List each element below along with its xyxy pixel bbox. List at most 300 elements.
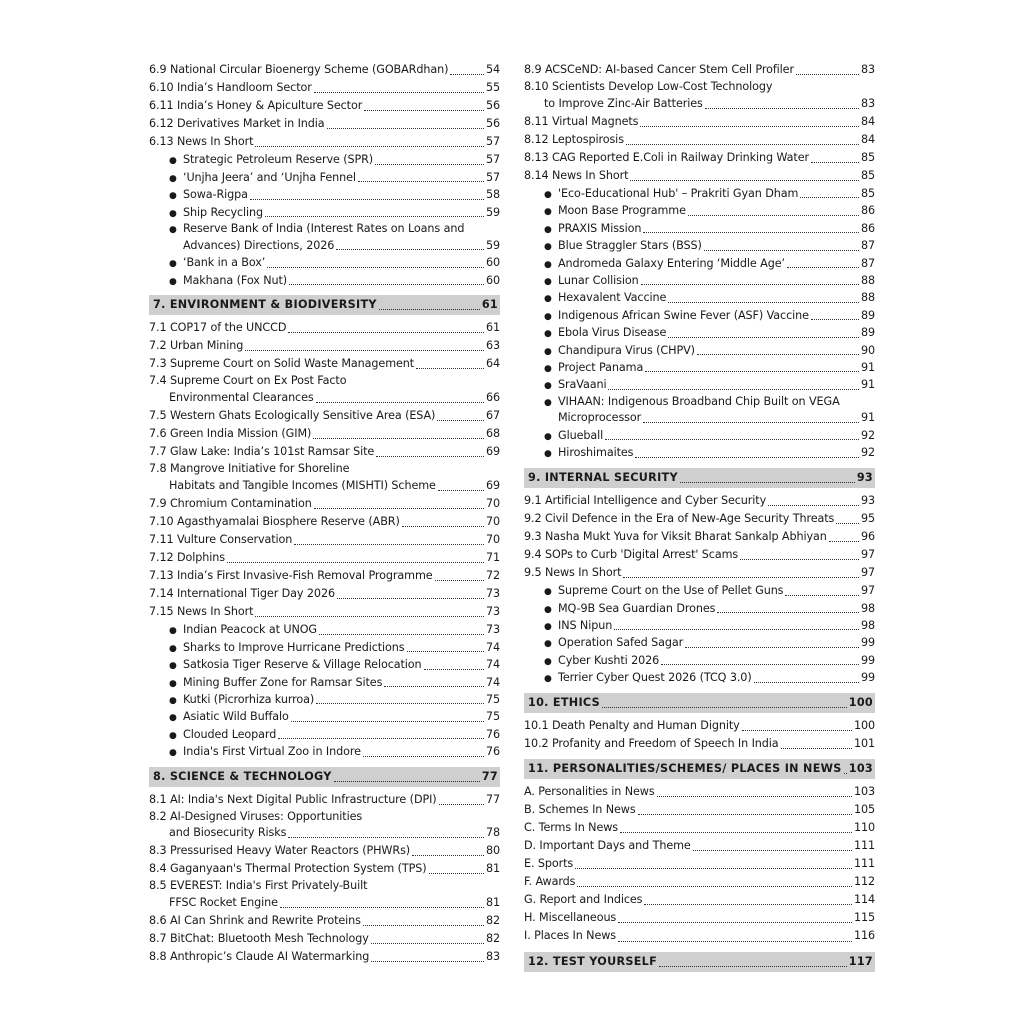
toc-entry-continued: [149, 895, 500, 912]
entry-title: 7.9 Chromium Contamination: [149, 496, 312, 510]
toc-entry: [149, 531, 500, 549]
entry-title: E. Sports: [524, 857, 574, 871]
entry-title: Hexavalent Vaccine: [558, 291, 667, 305]
toc-subentry: [524, 237, 875, 254]
page-number: 114: [853, 893, 875, 907]
toc-subentry: [149, 169, 500, 186]
toc-entry: [149, 791, 500, 809]
page-number: 70: [485, 514, 500, 528]
entry-title: I. Places In News: [524, 929, 617, 943]
entry-title: 8.8 Anthropic’s Claude AI Watermarking: [149, 950, 370, 964]
dot-leader: [364, 110, 484, 111]
bullet-icon: ●: [544, 242, 552, 253]
entry-title: India's First Virtual Zoo in Indore: [183, 745, 361, 759]
entry-title: 7.10 Agasthyamalai Biosphere Reserve (ABR): [149, 514, 400, 528]
bullet-icon: ●: [544, 639, 552, 650]
dot-leader: [717, 612, 859, 613]
page-number: 85: [860, 168, 875, 182]
toc-entry: [149, 373, 500, 390]
toc-entry: [149, 878, 500, 895]
entry-title: Lunar Collision: [558, 274, 639, 288]
page-number: 87: [860, 256, 875, 270]
entry-title: 7.2 Urban Mining: [149, 339, 244, 353]
page-number: 85: [860, 187, 875, 201]
dot-leader: [227, 562, 484, 563]
page-number: 76: [485, 745, 500, 759]
entry-title: 8.4 Gaganyaan's Thermal Protection System (TPS): [149, 862, 427, 876]
dot-leader: [705, 108, 859, 109]
dot-leader: [796, 74, 859, 75]
toc-entry: [149, 461, 500, 478]
page-number: 56: [485, 99, 500, 113]
page-number: 98: [860, 601, 875, 615]
toc-subentry: [524, 307, 875, 324]
bullet-icon: ●: [544, 397, 552, 408]
dot-leader: [402, 526, 484, 527]
dot-leader: [278, 738, 484, 739]
page-number: 81: [485, 862, 500, 876]
bullet-icon: ●: [169, 173, 177, 184]
toc-subentry: [524, 634, 875, 651]
page-number: 75: [485, 710, 500, 724]
entry-title: 7.1 COP17 of the UNCCD: [149, 321, 287, 334]
dot-leader: [638, 814, 852, 815]
dot-leader: [659, 966, 847, 967]
entry-title: 11. PERSONALITIES/SCHEMES/ PLACES IN NEWS: [528, 761, 842, 775]
bullet-icon: ●: [169, 208, 177, 219]
page-number: 99: [860, 636, 875, 650]
entry-title: B. Schemes In News: [524, 802, 636, 816]
entry-title: Moon Base Programme: [558, 204, 686, 218]
toc-entry-continued: [524, 96, 875, 113]
toc-subentry: [524, 427, 875, 444]
bullet-icon: ●: [544, 224, 552, 235]
toc-subentry: [149, 254, 500, 271]
toc-entry: [524, 149, 875, 167]
toc-entry: [149, 948, 500, 966]
bullet-icon: ●: [169, 276, 177, 287]
dot-leader: [363, 756, 484, 757]
page-number: 70: [485, 496, 500, 510]
page-number: 101: [853, 736, 875, 750]
toc-entry: [149, 115, 500, 133]
bullet-icon: ●: [544, 381, 552, 392]
toc-entry: [149, 809, 500, 826]
bullet-icon: ●: [544, 259, 552, 270]
entry-title: 10.1 Death Penalty and Human Dignity: [524, 718, 740, 732]
page-number: 105: [853, 802, 875, 816]
entry-title: Reserve Bank of India (Interest Rates on Loans and: [183, 222, 465, 236]
bullet-icon: ●: [169, 678, 177, 689]
entry-title: 7.13 India’s First Invasive-Fish Removal Programme: [149, 569, 433, 583]
dot-leader: [416, 368, 484, 369]
entry-title: 8.2 AI-Designed Viruses: Opportunities: [149, 809, 363, 823]
entry-title: 10.2 Profanity and Freedom of Speech In India: [524, 736, 779, 750]
entry-title: 8.10 Scientists Develop Low-Cost Technology: [524, 80, 773, 94]
toc-entry: [149, 495, 500, 513]
dot-leader: [291, 721, 484, 722]
page-number: 61: [485, 321, 500, 334]
dot-leader: [265, 216, 484, 217]
page-number: 68: [485, 426, 500, 440]
bullet-icon: ●: [169, 643, 177, 654]
entry-title: Ebola Virus Disease: [558, 326, 667, 340]
dot-leader: [424, 669, 484, 670]
toc-subentry: [149, 743, 500, 760]
toc-subentry-continued: [149, 238, 500, 255]
page-number: 85: [860, 150, 875, 164]
entry-title: Sharks to Improve Hurricane Predictions: [183, 640, 405, 654]
page-number: 89: [860, 308, 875, 322]
toc-entry: [524, 717, 875, 735]
page-number: 73: [485, 587, 500, 601]
entry-title: 12. TEST YOURSELF: [528, 954, 658, 968]
toc-subentry: [524, 444, 875, 461]
toc-subentry: [524, 289, 875, 306]
dot-leader: [439, 804, 484, 805]
page-number: 59: [485, 238, 500, 252]
entry-title: 7.5 Western Ghats Ecologically Sensitive Area (ESA): [149, 408, 436, 422]
bullet-icon: ●: [544, 656, 552, 667]
entry-title: 10. ETHICS: [528, 695, 600, 709]
toc-entry: [149, 355, 500, 373]
toc-entry: [149, 930, 500, 948]
entry-title: 8.3 Pressurised Heavy Water Reactors (PHWRs): [149, 844, 411, 858]
dot-leader: [608, 389, 859, 390]
toc-entry: [149, 603, 500, 621]
entry-title: 8.9 ACSCeND: AI-based Cancer Stem Cell Profiler: [524, 63, 794, 76]
dot-leader: [630, 180, 859, 181]
dot-leader: [618, 922, 852, 923]
toc-entry: [149, 97, 500, 115]
dot-leader: [363, 925, 484, 926]
toc-subentry: [149, 691, 500, 708]
toc-subentry: [149, 621, 500, 638]
dot-leader: [693, 850, 852, 851]
page-number: 95: [860, 511, 875, 525]
page-number: 110: [853, 820, 875, 834]
page-number: 98: [860, 618, 875, 632]
dot-leader: [371, 961, 484, 962]
toc-entry: [524, 492, 875, 510]
page-number: 93: [860, 493, 875, 507]
page-number: 61: [481, 298, 498, 311]
entry-title: 8.7 BitChat: Bluetooth Mesh Technology: [149, 932, 369, 946]
toc-entry: [524, 131, 875, 149]
bullet-icon: ●: [169, 225, 177, 236]
dot-leader: [602, 707, 847, 708]
page-number: 112: [853, 875, 875, 889]
entry-title: G. Report and Indices: [524, 893, 643, 907]
dot-leader: [742, 730, 852, 731]
toc-entry: [149, 61, 500, 79]
page-number: 99: [860, 671, 875, 685]
page-number: 55: [485, 81, 500, 95]
dot-leader: [375, 164, 484, 165]
toc-subentry: [149, 221, 500, 238]
toc-entry: [149, 79, 500, 97]
entry-title: 'Eco-Educational Hub' – Prakriti Gyan Dham: [558, 187, 799, 201]
page-number: 80: [485, 844, 500, 858]
dot-leader: [255, 146, 484, 147]
toc-column-left: [149, 61, 500, 966]
dot-leader: [641, 284, 859, 285]
page-number: 89: [860, 326, 875, 340]
dot-leader: [288, 837, 484, 838]
entry-title: 9.1 Artificial Intelligence and Cyber Security: [524, 493, 767, 507]
entry-title: PRAXIS Mission: [558, 221, 642, 235]
entry-title: Indian Peacock at UNOG: [183, 623, 317, 637]
dot-leader: [668, 337, 859, 338]
dot-leader: [450, 74, 484, 75]
entry-title: 9.5 News In Short: [524, 566, 622, 580]
toc-subentry-continued: [524, 410, 875, 427]
bullet-icon: ●: [544, 207, 552, 218]
dot-leader: [245, 350, 484, 351]
entry-title: 7.8 Mangrove Initiative for Shoreline: [149, 462, 350, 476]
page-number: 83: [860, 63, 875, 76]
entry-title: Clouded Leopard: [183, 727, 277, 741]
dot-leader: [704, 250, 859, 251]
entry-title: Environmental Clearances: [169, 391, 314, 405]
page-number: 56: [485, 117, 500, 131]
entry-title: Makhana (Fox Nut): [183, 273, 288, 287]
bullet-icon: ●: [544, 621, 552, 632]
dot-leader: [614, 629, 859, 630]
page-number: 73: [485, 623, 500, 637]
entry-title: 9.2 Civil Defence in the Era of New-Age Security Threats: [524, 511, 835, 525]
entry-title: 9. INTERNAL SECURITY: [528, 470, 678, 484]
entry-title: 6.11 India’s Honey & Apiculture Sector: [149, 99, 363, 113]
entry-title: 8.13 CAG Reported E.Coli in Railway Drinking Water: [524, 150, 809, 164]
page-number: 82: [485, 932, 500, 946]
entry-title: H. Miscellaneous: [524, 911, 617, 925]
entry-title: ‘Unjha Jeera’ and ‘Unjha Fennel: [183, 170, 356, 184]
section-heading: [524, 759, 875, 779]
entry-title: 7.7 Glaw Lake: India’s 101st Ramsar Site: [149, 445, 375, 459]
toc-subentry: [524, 669, 875, 686]
dot-leader: [844, 773, 847, 774]
page-number: 100: [848, 695, 873, 709]
entry-title: 7.4 Supreme Court on Ex Post Facto: [149, 374, 347, 388]
entry-title: Supreme Court on the Use of Pellet Guns: [558, 584, 784, 598]
entry-title: to Improve Zinc-Air Batteries: [544, 96, 703, 110]
dot-leader: [618, 941, 852, 942]
page-number: 92: [860, 446, 875, 460]
dot-leader: [740, 559, 859, 560]
dot-leader: [811, 162, 859, 163]
dot-leader: [316, 703, 484, 704]
page-number: 81: [485, 896, 500, 910]
dot-leader: [435, 580, 484, 581]
entry-title: Habitats and Tangible Incomes (MISHTI) Scheme: [169, 478, 436, 492]
toc-entry: [149, 912, 500, 930]
page-number: 73: [485, 605, 500, 619]
dot-leader: [685, 647, 859, 648]
dot-leader: [319, 634, 484, 635]
bullet-icon: ●: [169, 626, 177, 637]
page-number: 97: [860, 566, 875, 580]
page-number: 88: [860, 274, 875, 288]
dot-leader: [785, 595, 859, 596]
dot-leader: [358, 181, 484, 182]
toc-entry: [524, 783, 875, 801]
page-number: 54: [485, 63, 500, 76]
page-number: 111: [853, 839, 875, 852]
toc-subentry: [524, 255, 875, 272]
page-number: 66: [485, 391, 500, 405]
entry-title: Chandipura Virus (CHPV): [558, 343, 695, 357]
toc-entry: [149, 407, 500, 425]
bullet-icon: ●: [169, 191, 177, 202]
entry-title: 7. ENVIRONMENT & BIODIVERSITY: [153, 298, 377, 311]
bullet-icon: ●: [169, 713, 177, 724]
page-number: 78: [485, 826, 500, 840]
toc-entry: [149, 842, 500, 860]
page-number: 72: [485, 569, 500, 583]
dot-leader: [294, 544, 484, 545]
bullet-icon: ●: [169, 695, 177, 706]
dot-leader: [787, 267, 859, 268]
entry-title: 6.12 Derivatives Market in India: [149, 117, 325, 131]
page-number: 84: [860, 114, 875, 128]
dot-leader: [640, 126, 859, 127]
toc-subentry: [149, 674, 500, 691]
dot-leader: [811, 319, 859, 320]
dot-leader: [314, 508, 484, 509]
toc-entry: [524, 564, 875, 582]
toc-entry: [524, 819, 875, 837]
entry-title: Indigenous African Swine Fever (ASF) Vaccine: [558, 308, 809, 322]
toc-subentry: [149, 708, 500, 725]
toc-entry: [524, 113, 875, 131]
entry-title: 7.15 News In Short: [149, 605, 254, 619]
entry-title: 7.3 Supreme Court on Solid Waste Management: [149, 357, 415, 371]
entry-title: C. Terms In News: [524, 820, 618, 834]
page-number: 91: [860, 378, 875, 392]
entry-title: 6.10 India’s Handloom Sector: [149, 81, 312, 95]
entry-title: SraVaani: [558, 378, 607, 392]
toc-subentry: [524, 185, 875, 202]
page-number: 60: [485, 273, 500, 287]
toc-entry: [524, 79, 875, 96]
dot-leader: [336, 249, 484, 250]
page-number: 83: [485, 950, 500, 964]
entry-title: Microprocessor: [558, 411, 642, 425]
entry-title: Satkosia Tiger Reserve & Village Relocation: [183, 658, 422, 672]
toc-subentry: [149, 726, 500, 743]
bullet-icon: ●: [544, 346, 552, 357]
page-number: 86: [860, 221, 875, 235]
dot-leader: [334, 781, 480, 782]
dot-leader: [768, 505, 859, 506]
dot-leader: [680, 482, 855, 483]
dot-leader: [314, 92, 484, 93]
bullet-icon: ●: [169, 748, 177, 759]
page-number: 67: [485, 408, 500, 422]
dot-leader: [437, 420, 484, 421]
toc-subentry: [524, 652, 875, 669]
page-number: 103: [848, 761, 873, 775]
toc-entry: [149, 567, 500, 585]
page-number: 96: [860, 529, 875, 543]
toc-entry: [149, 319, 500, 337]
page-number: 76: [485, 727, 500, 741]
page-number: 69: [485, 478, 500, 492]
entry-title: 7.6 Green India Mission (GIM): [149, 426, 312, 440]
page-number: 83: [860, 96, 875, 110]
entry-title: MQ-9B Sea Guardian Drones: [558, 601, 716, 615]
toc-entry: [524, 735, 875, 753]
bullet-icon: ●: [544, 587, 552, 598]
page-number: 91: [860, 411, 875, 425]
entry-title: 8.1 AI: India's Next Digital Public Infrastructure (DPI): [149, 792, 437, 806]
toc-entry: [524, 855, 875, 873]
dot-leader: [829, 541, 859, 542]
toc-entry: [149, 513, 500, 531]
toc-subentry: [149, 204, 500, 221]
page-number: 88: [860, 291, 875, 305]
page-number: 97: [860, 548, 875, 561]
dot-leader: [575, 868, 852, 869]
entry-title: Project Panama: [558, 360, 644, 374]
entry-title: Blue Straggler Stars (BSS): [558, 239, 702, 253]
toc-subentry: [149, 656, 500, 673]
entry-title: 8.12 Leptospirosis: [524, 132, 624, 146]
entry-title: 7.14 International Tiger Day 2026: [149, 587, 335, 601]
dot-leader: [255, 616, 484, 617]
entry-title: Hiroshimaites: [558, 446, 634, 460]
toc-entry: [524, 510, 875, 528]
page-number: 70: [485, 532, 500, 546]
section-heading: [524, 693, 875, 713]
entry-title: ‘Bank in a Box’: [183, 256, 266, 270]
page-number: 57: [485, 153, 500, 167]
page-number: 100: [853, 718, 875, 732]
section-heading: [524, 468, 875, 488]
toc-entry: [149, 860, 500, 878]
page-number: 57: [485, 135, 500, 149]
dot-leader: [438, 490, 484, 491]
page-number: 91: [860, 360, 875, 374]
dot-leader: [407, 651, 484, 652]
entry-title: Strategic Petroleum Reserve (SPR): [183, 153, 374, 167]
entry-title: F. Awards: [524, 875, 576, 889]
page-number: 97: [860, 584, 875, 598]
toc-entry: [149, 425, 500, 443]
page-number: 63: [485, 339, 500, 353]
toc-entry: [149, 443, 500, 461]
page-number: 93: [856, 470, 873, 484]
page-number: 117: [848, 954, 873, 968]
entry-title: 9.3 Nasha Mukt Yuva for Viksit Bharat Sankalp Abhiyan: [524, 529, 827, 543]
toc-column-right: [524, 61, 875, 976]
dot-leader: [623, 577, 859, 578]
entry-title: 6.9 National Circular Bioenergy Scheme (GOBARdhan): [149, 63, 449, 76]
dot-leader: [688, 215, 859, 216]
dot-leader: [280, 907, 484, 908]
page-number: 90: [860, 343, 875, 357]
bullet-icon: ●: [544, 329, 552, 340]
page-number: 74: [485, 640, 500, 654]
toc-entry: [524, 909, 875, 927]
page-number: 57: [485, 170, 500, 184]
toc-subentry: [524, 600, 875, 617]
page-number: 86: [860, 204, 875, 218]
entry-title: A. Personalities in News: [524, 784, 655, 798]
entry-title: 8.5 EVEREST: India's First Privately-Built: [149, 879, 368, 893]
toc-subentry: [149, 639, 500, 656]
